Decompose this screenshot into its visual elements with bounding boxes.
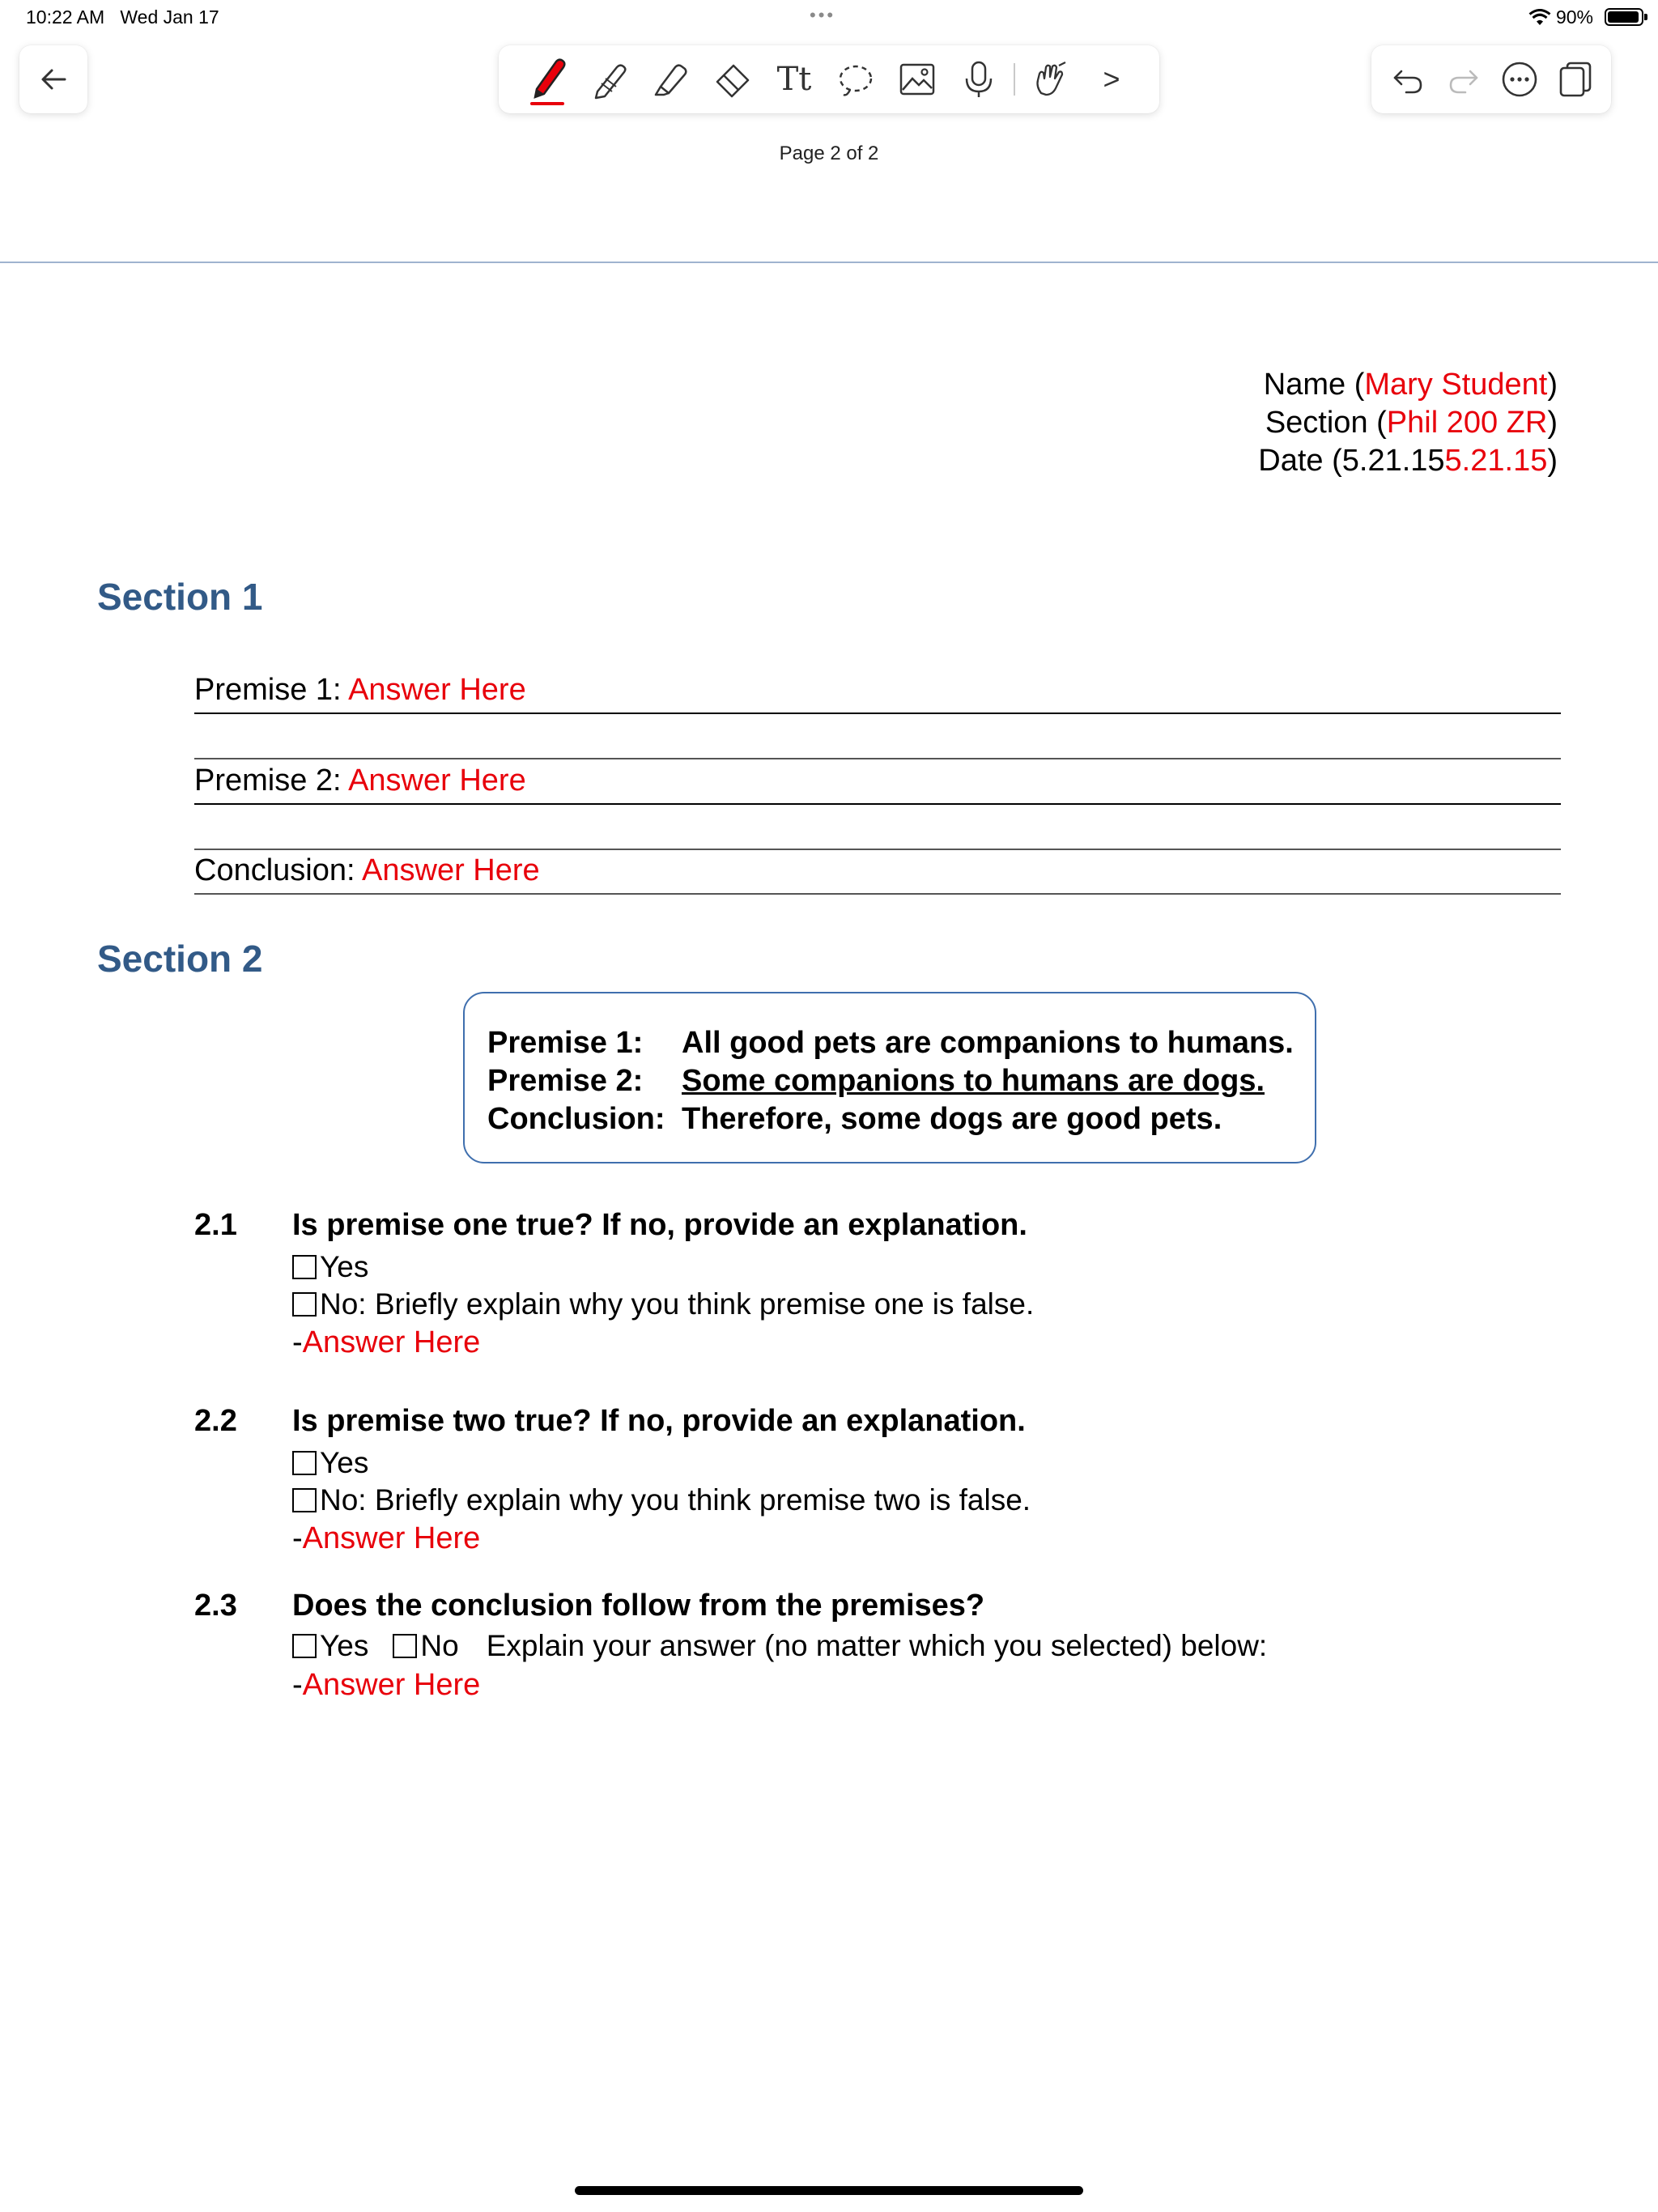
question-2-3-number: 2.3 xyxy=(194,1589,237,1623)
answer-rule xyxy=(194,849,1561,850)
yes-label: Yes xyxy=(320,1446,369,1479)
section-2-title: Section 2 xyxy=(97,938,263,980)
section1-conclusion xyxy=(194,853,1561,888)
date-line xyxy=(1258,442,1558,480)
toolbar-divider xyxy=(1014,63,1015,96)
date-value[interactable]: 5.21.15 xyxy=(1444,444,1548,478)
answer-dash: - xyxy=(292,1668,303,1702)
argument-p1-text: All good pets are companions to humans. xyxy=(682,1026,1294,1060)
image-tool[interactable] xyxy=(889,51,946,108)
answer-rule xyxy=(194,803,1561,805)
status-right xyxy=(1528,6,1593,28)
question-2-1-answer xyxy=(292,1325,480,1360)
explain-prompt: Explain your answer (no matter which you selected) below: xyxy=(486,1629,1268,1662)
highlighter-tool[interactable] xyxy=(643,51,699,108)
pencil-tool[interactable] xyxy=(581,51,638,108)
name-value[interactable]: Mary Student xyxy=(1364,368,1548,402)
answer-rule xyxy=(194,758,1561,759)
section-value[interactable]: Phil 200 ZR xyxy=(1386,406,1548,440)
no-checkbox[interactable] xyxy=(292,1292,317,1317)
premise-2-answer[interactable]: Answer Here xyxy=(348,764,526,798)
yes-label: Yes xyxy=(320,1629,369,1662)
no-checkbox[interactable] xyxy=(393,1634,417,1658)
conclusion-answer[interactable]: Answer Here xyxy=(362,853,540,887)
chevron-right-icon: > xyxy=(1103,62,1120,96)
premise-2-label: Premise 2: xyxy=(194,764,349,798)
page-separator xyxy=(0,262,1658,263)
image-icon xyxy=(897,59,937,100)
pen-tool[interactable] xyxy=(520,51,576,108)
question-2-3-answer xyxy=(292,1668,480,1703)
eraser-tool[interactable] xyxy=(704,51,761,108)
question-2-2-answer xyxy=(292,1521,480,1556)
conclusion-label: Conclusion: xyxy=(194,853,363,887)
answer-text[interactable]: Answer Here xyxy=(302,1325,481,1359)
text-icon: Tt xyxy=(776,61,812,98)
drawing-toolbar xyxy=(499,45,1159,113)
answer-rule xyxy=(194,713,1561,714)
answer-text[interactable]: Answer Here xyxy=(302,1668,481,1702)
microphone-icon xyxy=(959,59,999,100)
undo-button[interactable] xyxy=(1382,53,1434,105)
argument-p1-label: Premise 1: xyxy=(487,1026,644,1060)
undo-icon xyxy=(1390,62,1426,97)
answer-rule xyxy=(194,893,1561,895)
question-2-2-no-option xyxy=(292,1483,1031,1517)
eraser-icon xyxy=(712,59,753,100)
toolbar-more-button[interactable] xyxy=(1083,51,1140,108)
question-2-2-text: Is premise two true? If no, provide an explanation. xyxy=(292,1404,1026,1438)
date-label: Date (5.21.15 xyxy=(1258,444,1445,478)
redo-icon xyxy=(1446,62,1482,97)
question-2-1-text: Is premise one true? If no, provide an explanation. xyxy=(292,1208,1027,1242)
premise-1-label: Premise 1: xyxy=(194,673,349,707)
name-label: Name ( xyxy=(1263,368,1365,402)
pencil-icon xyxy=(589,59,630,100)
back-button[interactable] xyxy=(19,45,87,113)
question-2-3-options xyxy=(292,1629,1267,1663)
status-time: 10:22 AM xyxy=(26,6,105,28)
date-close: ) xyxy=(1547,444,1558,478)
question-2-2-yes-option xyxy=(292,1446,368,1480)
hand-draw-icon xyxy=(1030,59,1070,100)
name-close: ) xyxy=(1547,368,1558,402)
section-close: ) xyxy=(1547,406,1558,440)
right-toolbar xyxy=(1371,45,1611,113)
argument-p2-label: Premise 2: xyxy=(487,1064,644,1098)
yes-checkbox[interactable] xyxy=(292,1634,317,1658)
lasso-icon xyxy=(835,59,876,100)
status-time-date xyxy=(26,6,219,28)
redo-button[interactable] xyxy=(1438,53,1490,105)
pen-icon xyxy=(525,53,571,105)
question-2-2-number: 2.2 xyxy=(194,1404,237,1438)
highlighter-icon xyxy=(651,59,691,100)
answer-text[interactable]: Answer Here xyxy=(302,1521,481,1555)
lasso-tool[interactable] xyxy=(827,51,884,108)
argument-box xyxy=(463,992,1316,1163)
battery-percent: 90% xyxy=(1555,6,1593,28)
argument-premise-2 xyxy=(487,1064,1265,1099)
pages-button[interactable] xyxy=(1550,53,1601,105)
name-line xyxy=(1258,366,1558,404)
student-info-block xyxy=(1258,366,1558,480)
argument-premise-1 xyxy=(487,1026,1294,1061)
question-2-1-yes-option xyxy=(292,1250,368,1284)
answer-dash: - xyxy=(292,1521,303,1555)
arrow-left-icon xyxy=(37,63,70,96)
section-label: Section ( xyxy=(1265,406,1387,440)
yes-checkbox[interactable] xyxy=(292,1255,317,1279)
argument-c-text: Therefore, some dogs are good pets. xyxy=(682,1102,1222,1136)
more-options-button[interactable] xyxy=(1494,53,1545,105)
home-indicator[interactable] xyxy=(575,2186,1083,2195)
argument-conclusion xyxy=(487,1102,1222,1137)
section1-premise-1 xyxy=(194,673,1561,708)
wifi-icon xyxy=(1528,9,1551,27)
question-2-1-no-option xyxy=(292,1287,1034,1321)
section-1-title: Section 1 xyxy=(97,576,263,618)
text-tool[interactable] xyxy=(766,51,823,108)
no-checkbox[interactable] xyxy=(292,1488,317,1512)
question-2-1-number: 2.1 xyxy=(194,1208,237,1242)
ellipsis-circle-icon xyxy=(1500,60,1539,99)
section1-premise-2 xyxy=(194,764,1561,798)
multitasking-dots[interactable]: ••• xyxy=(810,5,836,25)
no-label: No: Briefly explain why you think premise one is false. xyxy=(320,1287,1035,1321)
yes-checkbox[interactable] xyxy=(292,1451,317,1475)
page-indicator: Page 2 of 2 xyxy=(779,143,879,164)
premise-1-answer[interactable]: Answer Here xyxy=(348,673,526,707)
section-line xyxy=(1258,404,1558,442)
no-label: No: Briefly explain why you think premise two is false. xyxy=(320,1483,1031,1516)
answer-dash: - xyxy=(292,1325,303,1359)
yes-label: Yes xyxy=(320,1250,369,1283)
question-2-3-text: Does the conclusion follow from the premises? xyxy=(292,1589,985,1623)
audio-tool[interactable] xyxy=(950,51,1007,108)
hand-draw-tool[interactable] xyxy=(1022,51,1078,108)
status-date: Wed Jan 17 xyxy=(120,6,219,28)
battery-icon xyxy=(1605,8,1643,26)
no-label: No xyxy=(420,1629,459,1662)
argument-p2-text: Some companions to humans are dogs. xyxy=(682,1064,1265,1098)
pages-icon xyxy=(1556,60,1595,99)
argument-c-label: Conclusion: xyxy=(487,1102,665,1136)
